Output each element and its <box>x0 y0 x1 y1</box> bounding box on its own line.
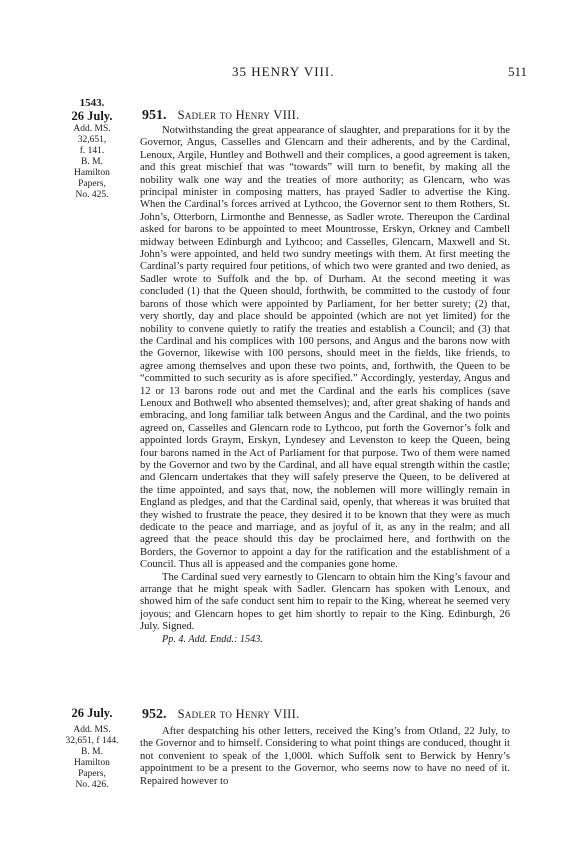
entry-title: Sadler to Henry VIII. <box>177 108 300 122</box>
running-head: 35 HENRY VIII. <box>232 64 335 79</box>
page-header <box>0 64 567 84</box>
margin-year: 1543. <box>79 97 105 109</box>
margin-ref-line: Hamilton <box>74 758 110 768</box>
entry-heading-951 <box>142 108 300 124</box>
margin-ref-line: B. M. <box>81 157 103 167</box>
body-paragraph: Notwithstanding the great appearance of slaughter, and preparations for it by the Governor, Angus, Casselles and Glencarn and their adherents, and by the Cardinal, Lenoux, Argile, Huntley and Bothwell and their complices, a good agreement is taken, and this great mischief that was “towards” will turn to benefit, by making all the nobility walk one way and the treaties of more authority; as Glencarn, who was principal minister in composing matters, has prayed Sadler to advertise the King. When the Cardinal’s forces arrived at Lythcoo, the Governor sent to them Rothers, St. John’s, Otterborn, Lirmonthe and Bennesse, as Sadler wrote. Thereupon the Cardinal asked for barons to be appointed to meet Mountrosse, Erskyn, Orkney and Cambell midway between Edinburgh and Lythcoo; and Casselles, Glencarn, Maxwell and St. John’s were appointed, and held two sundry meetings with them. At first meeting the Cardinal’s party required four petitions, of which two were granted and two denied, as Sadler wrote to Suffolk and the bp. of Durham. At the second meeting it was concluded (1) that the Queen should, forthwith, be committed to the custody of four barons of those which were appointed by Parliament, for her better surety; (2) that, very shortly, day and place should be appointed (which are not yet limited) for the nobility to convene quietly to ratify the treaties and establish a Council; and (3) that the Cardinal and his complices with 100 persons, and Angus and the barons now with the Governor, likewise with 100 persons, should meet in the fields, like friends, to agree among themselves and upon these two points, and, forthwith, the Queen to be “committed to such security as is afore specified.” Accordingly, yesterday, Angus and 12 or 13 barons rode out and met the Cardinal and the earls his complices (save Lenoux and Bothwell who absented themselves); and, after great shaking of hands and embracing, and long familiar talk between Angus and the Cardinal, and the two points agreed on, Casselles and Glencarn rode to Lythcoo, put forth the Governor’s folk and appointed lords Graym, Erskyn, Lyndesey and Levenston to keep the Queen, being four barons named in the Act of Parliament for that purpose. Two of them were named by the Governor and two by the Cardinal, and all have equal strength within the castle; and Glencarn undertakes that they will safely preserve the Queen, to be delivered at the time appointed, and says that, now, the noblemen will more willingly remain in England as pledges, and that the Cardinal said, openly, that whereas it was bruited that they wished to frustrate the peace, they desired it to be known that they were as much dedicate to the peace and marriage, and as joyful of it, as any in the realm; and all agreed that the peace should this day be proclaimed here, and forthwith on the Borders, the Governor to appoint a day for the ratification and the establishment of a Council. Thus all is appeased and the companies gone home. <box>140 125 510 571</box>
margin-note-952 <box>52 706 132 791</box>
body-paragraph: The Cardinal sued very earnestly to Glencarn to obtain him the King’s favour and arrange that he might speak with Sadler. Glencarn has spoken with Lenoux, and showed him of the safe conduct sent him to repair to the King, whereat he seemed very joyous; and Glencarn hopes to get him shortly to repair to the King. Edinburgh, 26 July. Signed. <box>140 571 510 633</box>
entry-title: Sadler to Henry VIII. <box>177 707 300 721</box>
page-number: 511 <box>508 64 528 79</box>
entry-heading-952 <box>142 707 300 723</box>
margin-ref-line: No. 426. <box>75 780 109 790</box>
margin-note-951 <box>52 97 132 201</box>
margin-date: 26 July. <box>71 109 113 123</box>
margin-ref-line: Papers, <box>78 179 106 189</box>
margin-ref-line: 32,651, <box>77 135 107 145</box>
body-paragraph: After despatching his other letters, received the King’s from Otland, 22 July, to the Governor and to himself. Considering to what point things are conduced, thought it not convenient to speak of the 1,000l. which Suffolk sent to Berwick by Henry’s appointment to be a present to the Governor, who seems now to have no need of it. Repaired however to <box>140 726 510 787</box>
margin-ref-line: B. M. <box>81 747 103 757</box>
margin-ref-line: Add. MS. <box>73 725 111 735</box>
entry-body-951 <box>140 125 510 646</box>
margin-ref-line: 32,651, f 144. <box>65 736 119 746</box>
margin-ref-line: Papers, <box>78 769 106 779</box>
margin-ref-line: Hamilton <box>74 168 110 178</box>
margin-date: 26 July. <box>71 706 113 720</box>
margin-ref-line: f. 141. <box>79 146 105 156</box>
entry-body-952 <box>140 726 510 788</box>
entry-endnote: Pp. 4. Add. Endd.: 1543. <box>162 633 263 645</box>
entry-number: 951. <box>142 108 167 123</box>
margin-ref-line: Add. MS. <box>73 124 111 134</box>
entry-number: 952. <box>142 707 167 722</box>
margin-ref-line: No. 425. <box>75 190 109 200</box>
